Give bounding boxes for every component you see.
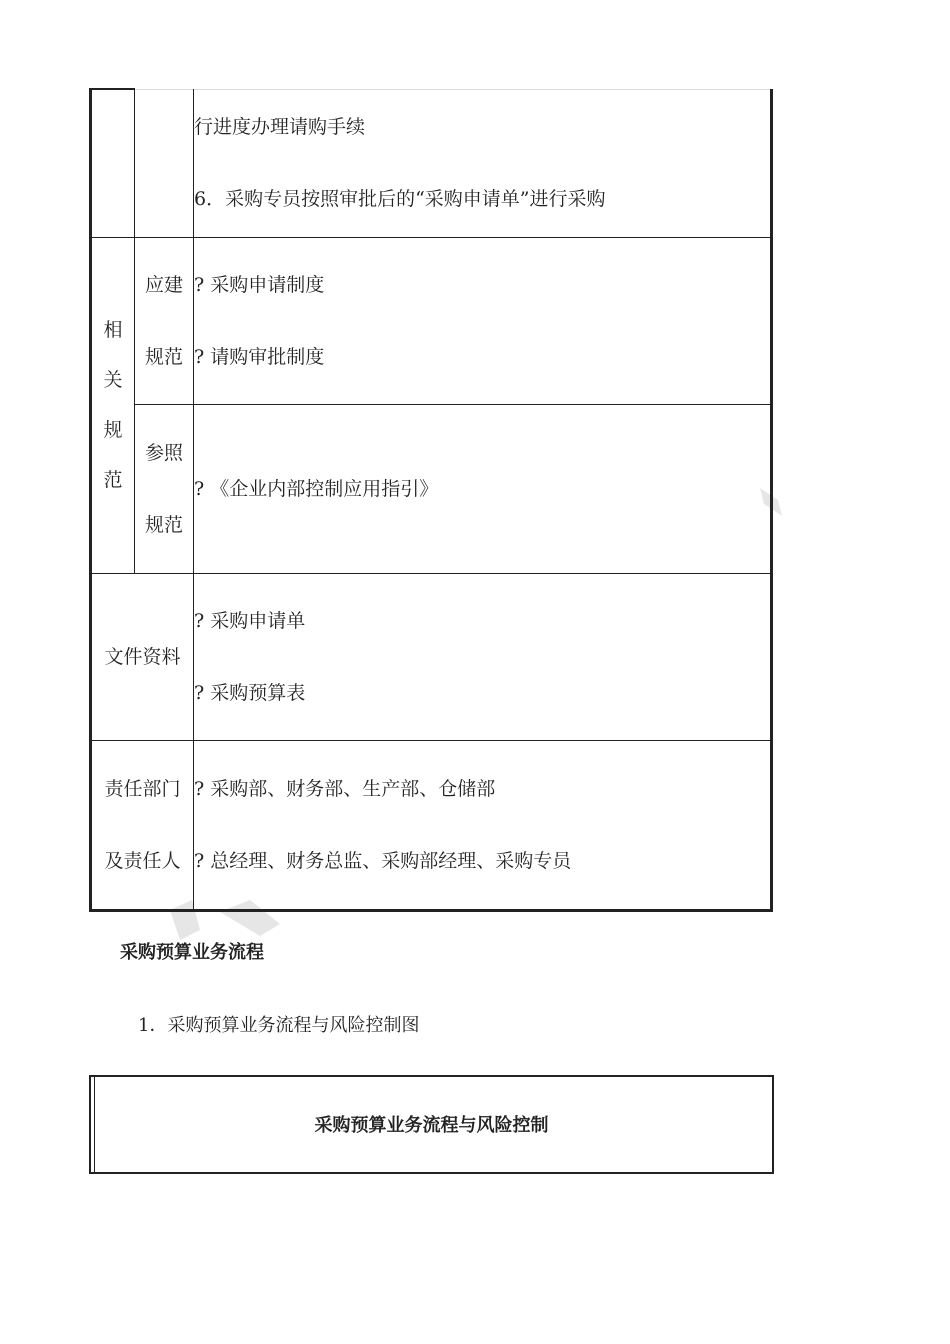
continuation-cell [194,89,772,237]
list-item: ? 采购预算表 [194,681,306,704]
flow-chart-title: 采购预算业务流程与风险控制 [314,1115,549,1136]
continuation-line: 6．采购专员按照审批后的“采购申请单”进行采购 [194,188,606,210]
subsection-heading: 1．采购预算业务流程与风险控制图 [138,1015,420,1036]
blank-cell [91,89,135,237]
section-heading: 采购预算业务流程 [120,942,264,963]
process-table [89,88,773,912]
list-item: ? 请购审批制度 [194,345,325,368]
reference-label: 参照 规范 [135,404,194,573]
list-item: ? 采购部、财务部、生产部、仓储部 [194,777,496,800]
flow-chart-box [89,1075,774,1174]
responsible-items [194,740,772,910]
blank-cell [135,89,194,237]
list-item: ? 采购申请制度 [194,273,325,296]
reference-items [194,404,772,573]
documents-label: 文件资料 [91,573,194,740]
should-build-label: 应建 规范 [135,237,194,404]
related-norms-label: 相 关 规 范 [91,237,135,573]
should-build-items [194,237,772,404]
list-item: ? 《企业内部控制应用指引》 [194,477,439,500]
continuation-line: 行进度办理请购手续 [194,116,366,138]
responsible-label: 责任部门 及责任人 [91,740,194,910]
list-item: ? 采购申请单 [194,609,306,632]
list-item: ? 总经理、财务总监、采购部经理、采购专员 [194,849,572,872]
documents-items [194,573,772,740]
